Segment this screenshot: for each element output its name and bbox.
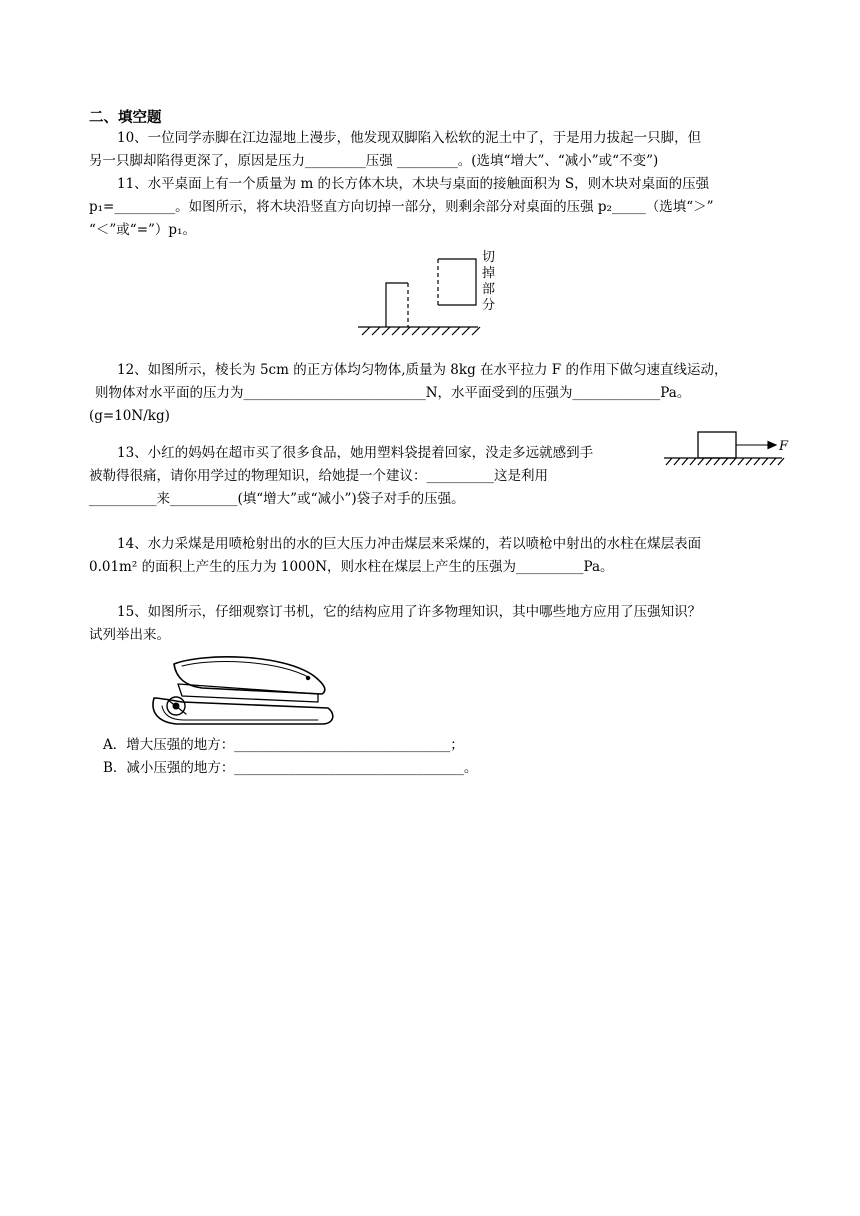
stapler-figure <box>142 648 342 732</box>
q13-line2: 被勒得很痛，请你用学过的物理知识，给她提一个建议：__________这是利用 <box>89 468 548 484</box>
q12-line2: 则物体对水平面的压力为___________________________N，水平面受到的压强为_____________Pa。 <box>95 385 691 401</box>
q14-line1: 14、水力采煤是用喷枪射出的水的巨大压力冲击煤层来采煤的，若以喷枪中射出的水柱在煤层表面 <box>117 536 702 552</box>
cut-part <box>438 259 476 305</box>
force-arrow <box>736 442 776 449</box>
stapler-magazine <box>178 684 318 702</box>
table-surface <box>358 327 480 335</box>
force-label: F <box>779 439 789 454</box>
cut-part-label-char4: 分 <box>482 298 496 313</box>
floor-surface <box>664 458 784 465</box>
cut-part-label <box>482 250 495 313</box>
q15-line1: 15、如图所示，仔细观察订书机，它的结构应用了许多物理知识，其中哪些地方应用了压强知识？ <box>117 604 702 620</box>
q13-line1: 13、小红的妈妈在超市买了很多食品，她用塑料袋提着回家，没走多远就感到手 <box>117 445 594 461</box>
cut-part-label-char2: 掉 <box>482 266 496 281</box>
q11-line2: p₁=_________。如图所示，将木块沿竖直方向切掉一部分，则剩余部分对桌面的压强 p₂_____（选填“＞” <box>89 199 714 215</box>
cut-part-label-char1: 切 <box>482 250 496 265</box>
q12-line1: 12、如图所示，棱长为 5cm 的正方体均匀物体,质量为 8kg 在水平拉力 F 的作用下做匀速直线运动， <box>117 362 728 378</box>
q15-option-b: B．减小压强的地方：__________________________________。 <box>103 760 478 776</box>
cut-block-figure <box>350 243 510 343</box>
cube-block <box>698 432 736 458</box>
q15-option-a: A．增大压强的地方：________________________________； <box>103 737 464 753</box>
q11-line3: “＜”或“=”）p₁。 <box>89 222 196 238</box>
stapler-arm-inner <box>182 662 310 678</box>
q15-line2: 试列举出来。 <box>89 627 170 643</box>
q10-line2: 另一只脚却陷得更深了，原因是压力_________压强 _________。(选填“增大”、“减小”或“不变”) <box>89 153 659 169</box>
q14-line2: 0.01m² 的面积上产生的压力为 1000N，则水柱在煤层上产生的压强为__________Pa。 <box>89 559 614 575</box>
pull-block-figure <box>660 425 795 470</box>
q10-line1: 10、一位同学赤脚在江边湿地上漫步，他发现双脚陷入松软的泥土中了，于是用力拔起一只脚，但 <box>117 130 702 146</box>
stapler-button <box>306 676 310 680</box>
q13-line3: __________来__________(填“增大”或“减小”)袋子对手的压强。 <box>89 491 465 507</box>
remaining-block <box>386 283 408 327</box>
q12-line3: (g=10N/kg) <box>89 408 170 424</box>
cut-part-label-char3: 部 <box>482 282 496 297</box>
section-title: 二、填空题 <box>89 110 162 126</box>
q11-line1: 11、水平桌面上有一个质量为 m 的长方体木块，木块与桌面的接触面积为 S，则木块对桌面的压强 <box>117 176 710 192</box>
